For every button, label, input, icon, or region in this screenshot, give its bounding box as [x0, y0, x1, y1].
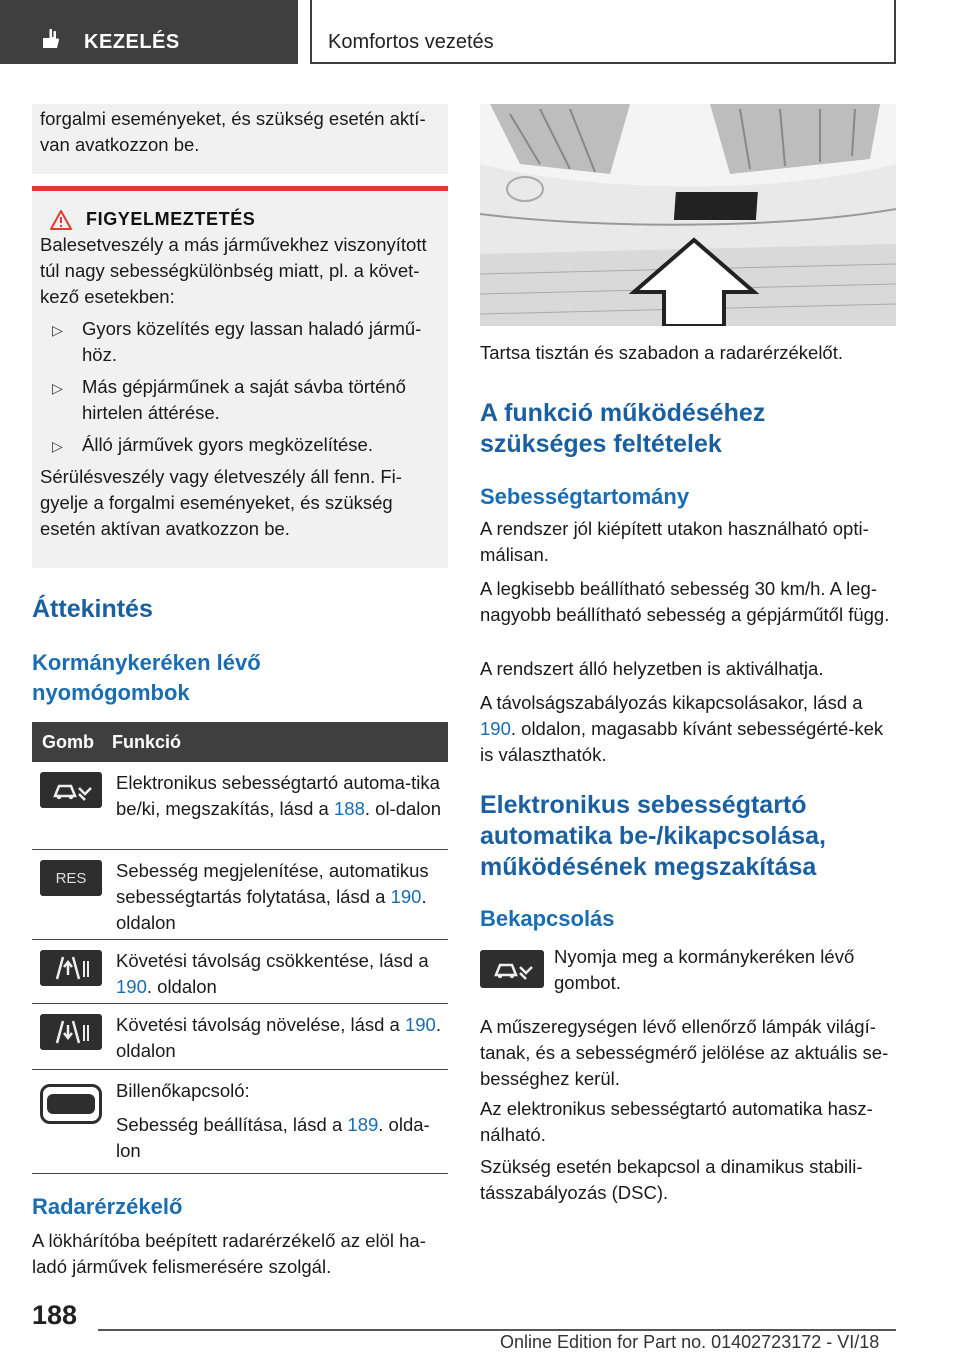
cruise-control-icon	[40, 772, 102, 808]
cruise-control-icon	[480, 950, 544, 988]
table-header	[32, 722, 448, 762]
warning-heading	[50, 209, 440, 230]
function-text: Sebesség beállítása, lásd a 189. olda-lon	[116, 1114, 430, 1161]
list-item: ▷ Más gépjárműnek a saját sávba történő hirtelen áttérése.	[52, 376, 406, 423]
edition-text: Online Edition for Part no. 01402723172 - VI/18	[500, 1332, 880, 1352]
photo-caption: Tartsa tisztán és szabadon a radarérzékelőt.	[480, 342, 843, 363]
distance-decrease-icon	[40, 950, 102, 986]
table-row	[32, 762, 448, 850]
paragraph: A műszeregységen lévő ellenőrző lámpák világí-tanak, és a sebességmérő jelölése az aktuális se-bességhez kerül.	[480, 1016, 889, 1089]
bullet-triangle-icon: ▷	[52, 322, 63, 338]
switch-on-text: Nyomja meg a kormánykeréken lévő gombot.	[554, 946, 855, 993]
table-row	[32, 940, 448, 1004]
paragraph: Az elektronikus sebességtartó automatika hasz-nálható.	[480, 1098, 873, 1145]
page-link[interactable]: 188	[334, 798, 365, 819]
page-link[interactable]: 189	[347, 1114, 379, 1135]
chapter-tab	[310, 0, 896, 64]
warning-title: FIGYELMEZTETÉS	[86, 209, 256, 229]
continued-note-text: forgalmi eseményeket, és szükség esetén aktí-van avatkozzon be.	[40, 108, 426, 155]
heading-switch-on: Bekapcsolás	[480, 906, 615, 931]
distance-increase-icon	[40, 1014, 102, 1050]
page-number: 188	[32, 1300, 78, 1330]
column-header-button: Gomb	[42, 731, 94, 752]
rocker-switch-icon	[40, 1084, 102, 1124]
warning-triangle-icon	[50, 210, 72, 230]
paragraph: A rendszert álló helyzetben is aktiválhatja.	[480, 658, 824, 679]
list-item: ▷ Álló járművek gyors megközelítése.	[40, 432, 440, 458]
hand-icon	[40, 28, 62, 50]
radar-sensor-photo	[480, 104, 896, 326]
section-tab	[0, 0, 298, 64]
list-item: ▷ Gyors közelítés egy lassan haladó jármű-höz.	[52, 318, 422, 365]
function-text-title: Billenőkapcsoló:	[116, 1080, 250, 1101]
function-text: Sebesség megjelenítése, automatikus sebességtartás folytatása, lásd a 190. oldalon	[116, 860, 429, 933]
warning-box	[32, 186, 448, 568]
table-row	[32, 1070, 448, 1174]
heading-steering-buttons: Kormánykeréken lévő nyomógombok	[32, 650, 261, 705]
table-row	[32, 850, 448, 940]
paragraph: Szükség esetén bekapcsol a dinamikus stabili-tásszabályozás (DSC).	[480, 1156, 863, 1203]
warning-intro: Balesetveszély a más járművekhez viszonyított túl nagy sebességkülönbség miatt, pl. a követ-kező esetekben:	[40, 234, 427, 307]
warning-outro: Sérülésveszély vagy életveszély áll fenn. Fi-gyelje a forgalmi eseményeket, és szükség esetén aktívan avatkozzon be.	[40, 466, 402, 539]
chapter-title: Komfortos vezetés	[328, 31, 494, 53]
page-link[interactable]: 190	[480, 718, 511, 739]
res-icon: RES	[40, 860, 102, 896]
heading-radar: Radarérzékelő	[32, 1194, 183, 1219]
paragraph: A legkisebb beállítható sebesség 30 km/h. A leg-nagyobb beállítható sebesség a gépjárműtől függ.	[480, 578, 890, 625]
page-link[interactable]: 190	[390, 886, 422, 907]
heading-conditions: A funkció működéséhez szükséges feltételek	[480, 399, 766, 458]
paragraph: A rendszer jól kiépített utakon használható opti-málisan.	[480, 518, 869, 565]
function-text: Követési távolság csökkentése, lásd a 190. oldalon	[116, 950, 429, 997]
radar-text: A lökhárítóba beépített radarérzékelő az elöl ha-ladó járművek felismerésére szolgál.	[32, 1230, 426, 1277]
continued-note-box	[32, 104, 448, 174]
function-text: Követési távolság növelése, lásd a 190. oldalon	[116, 1014, 441, 1061]
function-text: Elektronikus sebességtartó automa-tika be/ki, megszakítás, lásd a 188. ol-dalon	[116, 772, 441, 819]
heading-speed-range: Sebességtartomány	[480, 484, 690, 509]
table-row	[32, 1004, 448, 1070]
bullet-triangle-icon: ▷	[52, 380, 63, 396]
warning-list	[40, 316, 440, 458]
bullet-triangle-icon: ▷	[52, 438, 63, 454]
heading-overview: Áttekintés	[32, 595, 153, 623]
paragraph: A távolságszabályozás kikapcsolásakor, lásd a 190. oldalon, magasabb kívánt sebességérté-kek is választhatók.	[480, 692, 884, 765]
button-function-table	[32, 722, 448, 1174]
page-link[interactable]: 190	[116, 976, 147, 997]
section-title: KEZELÉS	[84, 31, 180, 53]
footer-divider	[98, 1329, 896, 1331]
page-link[interactable]: 190	[404, 1014, 436, 1035]
heading-switch: Elektronikus sebességtartó automatika be-/kikapcsolása, működésének megszakítása	[480, 791, 826, 881]
column-header-function: Funkció	[112, 731, 182, 752]
